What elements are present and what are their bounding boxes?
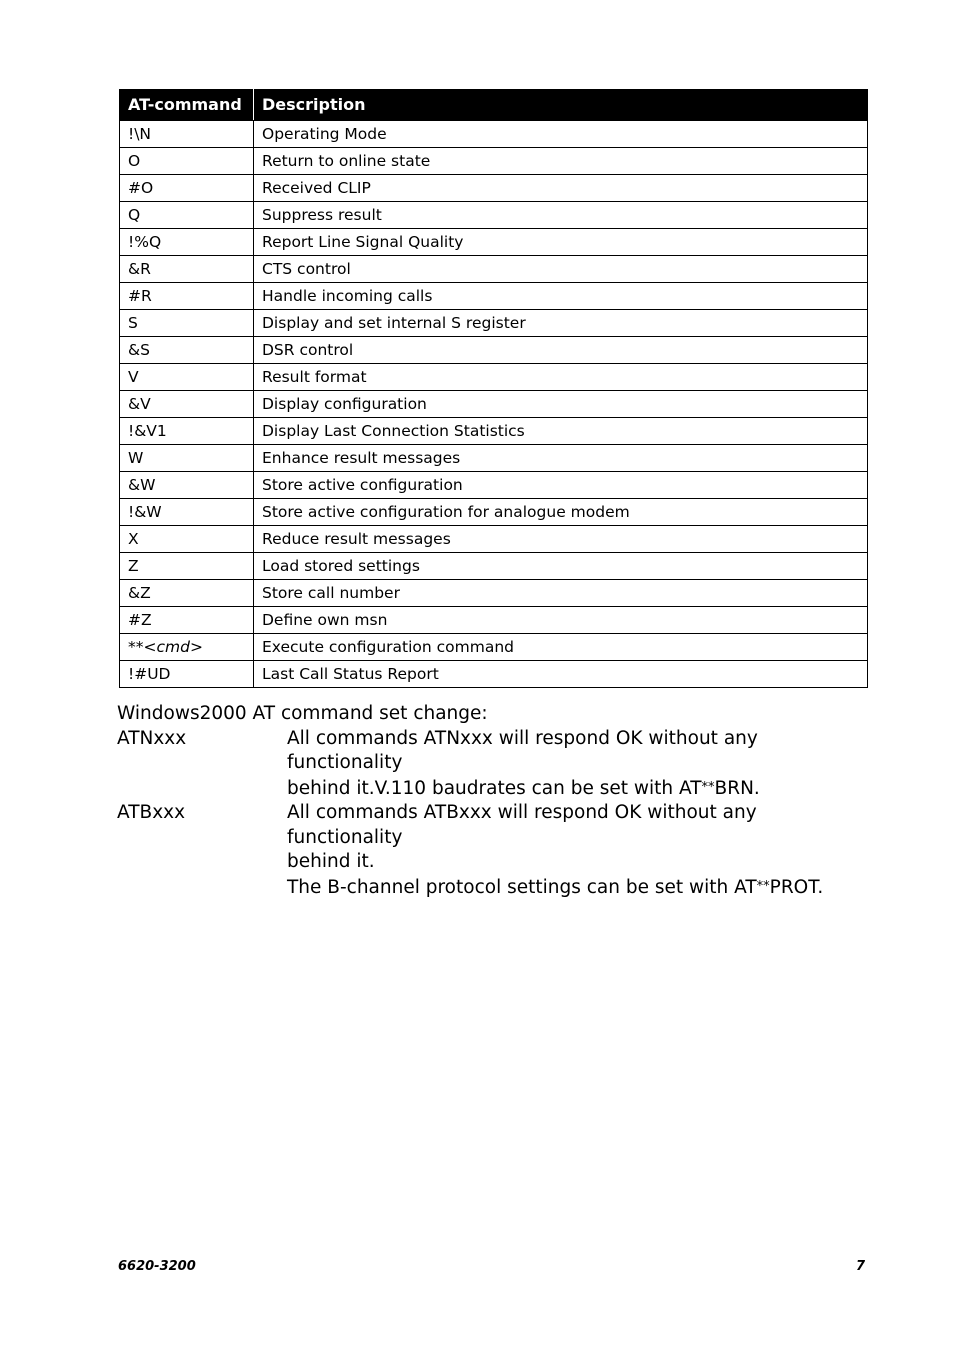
- at-command-table: [119, 89, 868, 688]
- cell-description: Display configuration: [254, 391, 868, 418]
- cell-description: Display and set internal S register: [254, 310, 868, 337]
- cell-command: #Z: [120, 607, 254, 634]
- cell-command: Z: [120, 553, 254, 580]
- cell-description: Store active configuration: [254, 472, 868, 499]
- table-row: [120, 175, 868, 202]
- footer-page-number: 7: [855, 1259, 865, 1274]
- cell-description: CTS control: [254, 256, 868, 283]
- cell-command: O: [120, 148, 254, 175]
- table-row: [120, 418, 868, 445]
- cell-command: S: [120, 310, 254, 337]
- cell-description: Store active configuration for analogue modem: [254, 499, 868, 526]
- cell-command: **<cmd>: [120, 634, 254, 661]
- table-row: [120, 445, 868, 472]
- cell-description: Report Line Signal Quality: [254, 229, 868, 256]
- cell-command: X: [120, 526, 254, 553]
- table-row: [120, 202, 868, 229]
- table-row: [120, 229, 868, 256]
- cell-description: Enhance result messages: [254, 445, 868, 472]
- header-description: Description: [254, 90, 868, 121]
- cell-command: &S: [120, 337, 254, 364]
- table-row: [120, 580, 868, 607]
- table-row: [120, 310, 868, 337]
- note-atn: [117, 727, 857, 802]
- table-row: [120, 121, 868, 148]
- cell-description: Last Call Status Report: [254, 661, 868, 688]
- cell-command: &W: [120, 472, 254, 499]
- cell-command: &R: [120, 256, 254, 283]
- cell-description: Operating Mode: [254, 121, 868, 148]
- note-atn-line2: [287, 776, 857, 802]
- note-atn-line2-pre: behind it.V.110 baudrates can be set with AT: [287, 777, 702, 799]
- cell-description: Suppress result: [254, 202, 868, 229]
- cell-command: !&V1: [120, 418, 254, 445]
- cell-description: DSR control: [254, 337, 868, 364]
- table-row: [120, 472, 868, 499]
- note-atb-line3-post: PROT.: [769, 876, 824, 898]
- table-row: [120, 256, 868, 283]
- note-key-atb: ATBxxx: [117, 802, 186, 823]
- cell-command: W: [120, 445, 254, 472]
- note-atn-line1: All commands ATNxxx will respond OK without any functionality: [287, 727, 758, 773]
- cell-description: Display Last Connection Statistics: [254, 418, 868, 445]
- cell-description: Reduce result messages: [254, 526, 868, 553]
- command-set-notes: [117, 702, 857, 900]
- cell-description: Result format: [254, 364, 868, 391]
- cell-command: !%Q: [120, 229, 254, 256]
- table-row: [120, 283, 868, 310]
- table-row: [120, 553, 868, 580]
- cell-description: Return to online state: [254, 148, 868, 175]
- cell-description: Store call number: [254, 580, 868, 607]
- table-row: [120, 499, 868, 526]
- note-atb-line3: [287, 875, 857, 901]
- note-text-atb: [287, 801, 857, 900]
- cell-command: !#UD: [120, 661, 254, 688]
- cell-command: V: [120, 364, 254, 391]
- note-atn-line2-post: BRN.: [714, 777, 760, 799]
- note-atb-line3-pre: The B-channel protocol settings can be set with AT: [287, 876, 757, 898]
- note-atb-stars: **: [756, 878, 770, 894]
- note-atb-line1: All commands ATBxxx will respond OK without any functionality: [287, 802, 757, 848]
- table-row: [120, 607, 868, 634]
- cell-command: #O: [120, 175, 254, 202]
- cell-description: Define own msn: [254, 607, 868, 634]
- notes-heading: Windows2000 AT command set change:: [117, 703, 488, 724]
- footer-doc-number: 6620-3200: [118, 1259, 196, 1274]
- table-row: [120, 391, 868, 418]
- cell-command: !&W: [120, 499, 254, 526]
- note-atb-line2: behind it.: [287, 851, 375, 872]
- table-header-row: [120, 90, 868, 121]
- table-row: [120, 364, 868, 391]
- cell-description: Load stored settings: [254, 553, 868, 580]
- cell-command: &V: [120, 391, 254, 418]
- table-row: [120, 526, 868, 553]
- table-row: [120, 634, 868, 661]
- table-row: [120, 661, 868, 688]
- cell-command: #R: [120, 283, 254, 310]
- note-text-atn: [287, 727, 857, 802]
- note-atb: [117, 801, 857, 900]
- table-row: [120, 148, 868, 175]
- cell-description: Handle incoming calls: [254, 283, 868, 310]
- table-body: [120, 121, 868, 688]
- cell-command: !\N: [120, 121, 254, 148]
- header-at-command: AT-command: [120, 90, 254, 121]
- note-key-atn: ATNxxx: [117, 727, 187, 749]
- cell-description: Received CLIP: [254, 175, 868, 202]
- cell-command: Q: [120, 202, 254, 229]
- note-atn-stars: **: [701, 779, 715, 795]
- table-row: [120, 337, 868, 364]
- cell-command: &Z: [120, 580, 254, 607]
- cell-description: Execute configuration command: [254, 634, 868, 661]
